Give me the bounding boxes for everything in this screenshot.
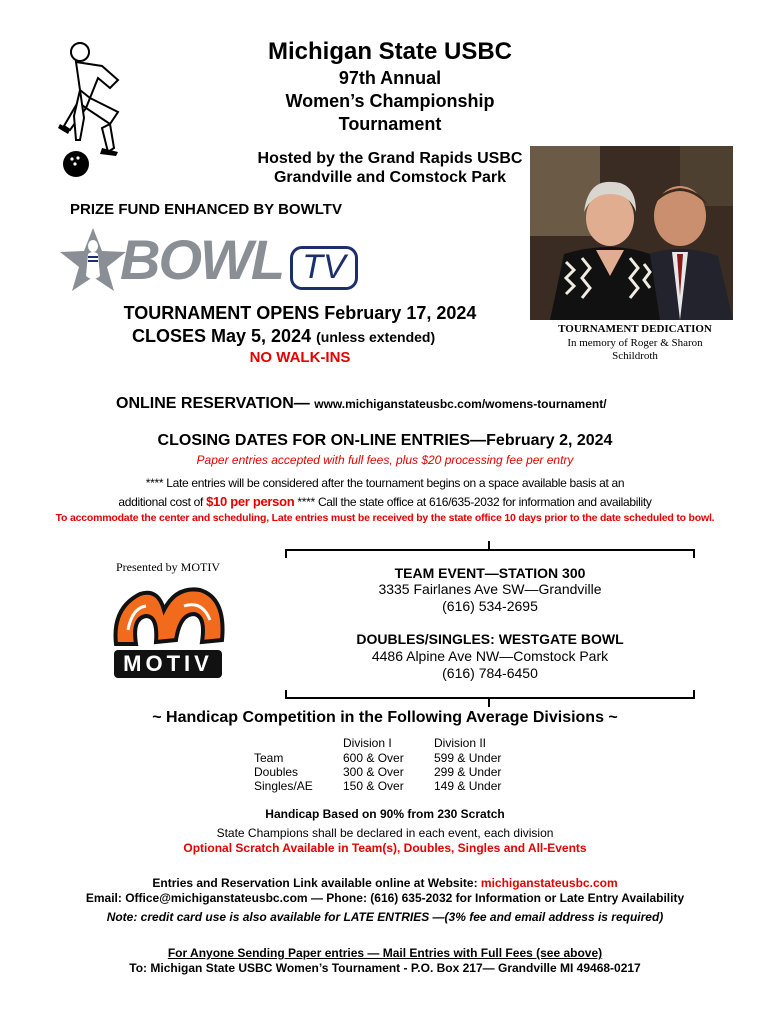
late-cost-amount: $10 <box>206 494 227 509</box>
presented-by: Presented by MOTIV <box>116 560 220 574</box>
paper-entries-note: Paper entries accepted with full fees, plus $20 processing fee per entry <box>196 453 574 467</box>
bowler-clipart <box>40 40 135 185</box>
state-champions-note: State Champions shall be declared in each event, each division <box>216 826 554 840</box>
no-walkins: NO WALK-INS <box>249 349 351 366</box>
email-phone-line: Email: Office@michiganstateusbc.com — Phone: (616) 635-2032 for Information or Late Entry Availability <box>85 891 685 905</box>
doubles-singles-phone: (616) 784-6450 <box>442 665 538 681</box>
division-1-header: Division I <box>343 736 392 750</box>
late-cost-label: additional cost of <box>118 495 207 509</box>
credit-card-note: Note: credit card use is also available for LATE ENTRIES —(3% fee and email address is required) <box>106 910 664 924</box>
hosted-by: Hosted by the Grand Rapids USBC <box>257 150 523 167</box>
row-team-div1: 600 & Over <box>343 751 404 765</box>
couple-photo-illustration <box>530 146 733 320</box>
reservation-label: ONLINE RESERVATION— <box>116 395 310 412</box>
team-event-phone: (616) 534-2695 <box>442 598 538 614</box>
host-locations: Grandville and Comstock Park <box>273 169 507 186</box>
row-singles-div1: 150 & Over <box>343 779 404 793</box>
late-cost-per: per person <box>226 494 295 509</box>
website-link[interactable]: michiganstateusbc.com <box>480 876 618 890</box>
venue-bracket-bottom-tick <box>488 698 490 707</box>
closes-date: CLOSES May 5, 2024 <box>132 326 312 346</box>
prize-fund: PRIZE FUND ENHANCED BY BOWLTV <box>70 201 342 218</box>
row-doubles-div1: 300 & Over <box>343 765 404 779</box>
row-singles-div2: 149 & Under <box>434 779 502 793</box>
dedication-line-2: Schildroth <box>612 350 658 362</box>
tournament-opens: TOURNAMENT OPENS February 17, 2024 <box>123 303 477 323</box>
doubles-singles-address: 4486 Alpine Ave NW—Comstock Park <box>371 648 609 664</box>
division-2-header: Division II <box>434 736 487 750</box>
doubles-singles-title: DOUBLES/SINGLES: WESTGATE BOWL <box>356 631 624 647</box>
optional-scratch-note: Optional Scratch Available in Team(s), Doubles, Singles and All-Events <box>183 841 587 855</box>
star-pin-icon <box>58 226 128 294</box>
mailing-address: To: Michigan State USBC Women’s Tournament - P.O. Box 217— Grandville MI 49468-0217 <box>129 961 641 975</box>
motiv-logo-text: MOTIV <box>123 651 213 676</box>
venue-bracket-bottom <box>285 690 695 699</box>
row-doubles-event: Doubles <box>254 765 299 779</box>
handicap-basis: Handicap Based on 90% from 230 Scratch <box>265 807 505 821</box>
tv-frame <box>290 246 358 290</box>
row-doubles-div2: 299 & Under <box>434 765 502 779</box>
bowltv-logo-tv: TV <box>302 248 346 286</box>
team-event-address: 3335 Fairlanes Ave SW—Grandville <box>378 581 602 597</box>
venue-bracket-top-tick <box>488 541 490 550</box>
handicap-title: ~ Handicap Competition in the Following Average Divisions ~ <box>152 709 618 726</box>
reservation-url[interactable]: www.michiganstateusbc.com/womens-tournament/ <box>314 397 607 411</box>
late-entries-line-1: **** Late entries will be considered after the tournament begins on a space available basis at an <box>145 476 625 490</box>
dedication-line-1: In memory of Roger & Sharon <box>567 337 703 349</box>
tournament-closes <box>132 326 435 347</box>
tournament-line: Tournament <box>338 114 442 134</box>
row-team-event: Team <box>254 751 284 765</box>
team-event-title: TEAM EVENT—STATION 300 <box>394 565 586 581</box>
late-call-office: **** Call the state office at 616/635-2032 for information and availability <box>294 495 652 509</box>
motiv-logo <box>106 580 230 684</box>
venue-bracket-top <box>285 549 695 558</box>
bowltv-logo-word: BOWL <box>120 228 284 291</box>
paper-entries-title: For Anyone Sending Paper entries — Mail Entries with Full Fees (see above) <box>167 946 603 960</box>
row-team-div2: 599 & Under <box>434 751 502 765</box>
entries-website-line <box>30 876 740 890</box>
bowltv-logo <box>58 226 363 294</box>
late-entries-line-2 <box>30 494 740 509</box>
page-title: Michigan State USBC <box>267 38 513 65</box>
championship-line: Women’s Championship <box>285 91 495 111</box>
entries-label: Entries and Reservation Link available online at Website: <box>152 876 481 890</box>
dedication-title: TOURNAMENT DEDICATION <box>558 323 712 335</box>
row-singles-event: Singles/AE <box>254 779 313 793</box>
closes-note: (unless extended) <box>316 329 436 345</box>
edition-line: 97th Annual <box>338 68 442 88</box>
accommodate-note: To accommodate the center and scheduling, Late entries must be received by the state office 10 days prior to the date scheduled to bowl. <box>55 512 715 524</box>
online-reservation <box>116 395 607 413</box>
closing-dates-title: CLOSING DATES FOR ON-LINE ENTRIES—February 2, 2024 <box>157 432 613 449</box>
dedication-photo <box>530 146 733 320</box>
